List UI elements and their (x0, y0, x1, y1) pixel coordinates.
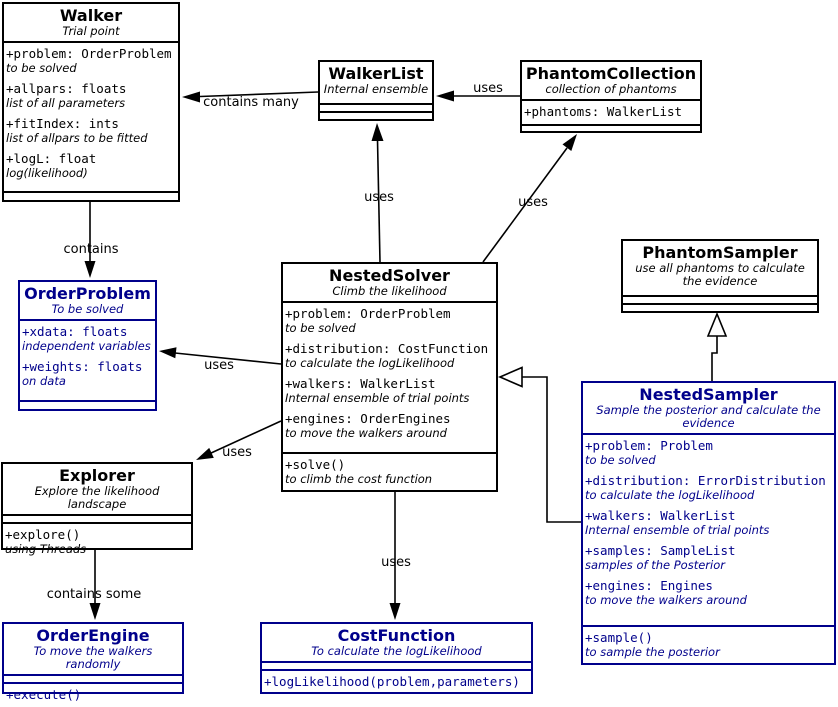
member-code: +walkers: WalkerList (285, 376, 436, 391)
class-empty-compartment (20, 400, 155, 409)
class-member (20, 357, 155, 389)
member-desc: samples of the Posterior (585, 558, 725, 572)
class-header (283, 264, 496, 301)
class-header (583, 383, 834, 433)
edge-nestedsolver-to-phantomcollection (483, 148, 567, 262)
class-header (320, 62, 432, 103)
class-member (4, 685, 182, 704)
member-desc: log(likelihood) (6, 166, 88, 180)
class-member (20, 322, 155, 354)
edge-label-uses-3: uses (518, 195, 548, 210)
edge-nestedsolver-to-explorer (210, 421, 281, 454)
class-member (583, 436, 834, 468)
class-attributes (4, 41, 178, 191)
class-subtitle: Internal ensemble (323, 82, 429, 96)
arrowhead-solid-icon (390, 603, 401, 620)
edge-label-uses-4: uses (204, 358, 234, 373)
class-attributes (522, 99, 700, 124)
class-methods (583, 625, 834, 663)
class-walker (2, 2, 180, 202)
class-empty-compartment (522, 124, 700, 132)
class-title: PhantomSampler (642, 243, 798, 262)
member-desc: to sample the posterior (585, 645, 720, 659)
member-desc: Internal ensemble of trial points (285, 391, 470, 405)
member-desc: on data (22, 374, 66, 388)
class-subtitle: Climb the likelihood (332, 284, 447, 298)
edge-nestedsolver-to-orderproblem (175, 353, 281, 364)
class-header (262, 624, 531, 661)
class-header (522, 62, 700, 99)
inheritance-triangle-icon (500, 368, 522, 387)
member-code: +xdata: floats (22, 324, 128, 339)
class-member (4, 79, 178, 111)
class-member (283, 455, 496, 487)
member-code: +explore() (5, 527, 81, 542)
class-empty-compartment (3, 514, 191, 522)
arrowhead-solid-icon (182, 92, 200, 103)
class-costfunction (260, 622, 533, 694)
class-member (283, 374, 496, 406)
class-orderengine (2, 622, 184, 702)
edge-nestedsampler-inherits-phantomsampler (712, 336, 717, 381)
class-title: Walker (59, 6, 123, 25)
member-code: +execute() (6, 687, 82, 702)
class-subtitle: To calculate the logLikelihood (311, 644, 482, 658)
arrowhead-solid-icon (196, 448, 214, 460)
class-nestedsampler (581, 381, 836, 665)
member-code: +walkers: WalkerList (585, 508, 736, 523)
class-explorer (1, 462, 193, 556)
member-code: +allpars: floats (6, 81, 127, 96)
class-empty-compartment (262, 661, 531, 669)
member-code: +weights: floats (22, 359, 143, 374)
class-title: PhantomCollection (525, 64, 697, 83)
class-nestedsolver (281, 262, 498, 492)
class-header (4, 4, 178, 41)
class-subtitle: To move the walkers randomly (33, 644, 153, 671)
class-attributes (283, 301, 496, 452)
class-orderproblem (18, 280, 157, 411)
class-title: WalkerList (328, 64, 424, 83)
member-code: +engines: Engines (585, 578, 713, 593)
member-desc: using Threads (5, 542, 87, 556)
class-methods (3, 522, 191, 560)
member-desc: to calculate the logLikelihood (585, 488, 755, 502)
class-member (583, 471, 834, 503)
class-empty-compartment (623, 295, 817, 303)
class-subtitle: To be solved (51, 302, 124, 316)
class-phantomsampler (621, 239, 819, 313)
member-desc: to be solved (6, 61, 77, 75)
class-member (583, 506, 834, 538)
class-member (3, 525, 191, 557)
member-desc: list of all parameters (6, 96, 126, 110)
class-member (583, 576, 834, 608)
arrowhead-solid-icon (90, 603, 101, 620)
arrowhead-solid-icon (159, 347, 177, 358)
class-methods (262, 669, 531, 694)
class-header (4, 624, 182, 674)
member-desc: to be solved (285, 321, 356, 335)
member-code: +engines: OrderEngines (285, 411, 451, 426)
class-member (283, 409, 496, 441)
class-title: OrderProblem (24, 284, 151, 303)
member-desc: to move the walkers around (285, 426, 447, 440)
member-desc: to climb the cost function (285, 472, 433, 486)
class-member (4, 44, 178, 76)
member-code: +logL: float (6, 151, 97, 166)
edge-walkerlist-to-walker (200, 92, 318, 97)
class-methods (4, 682, 182, 707)
class-title: Explorer (59, 466, 135, 485)
member-code: +logLikelihood(problem,parameters) (264, 674, 520, 689)
class-subtitle: Trial point (62, 24, 120, 38)
class-member (283, 304, 496, 336)
class-title: CostFunction (337, 626, 456, 645)
arrowhead-solid-icon (563, 134, 578, 151)
class-member (262, 672, 531, 691)
class-header (623, 241, 817, 295)
arrowhead-solid-icon (372, 123, 384, 141)
arrowhead-solid-icon (436, 91, 454, 102)
member-code: +problem: OrderProblem (285, 306, 451, 321)
arrowhead-solid-icon (85, 261, 96, 278)
edge-label-contains-some: contains some (46, 587, 142, 602)
class-attributes (583, 433, 834, 625)
member-code: +distribution: ErrorDistribution (585, 473, 826, 488)
edge-nestedsampler-inherits-nestedsolver (522, 377, 581, 522)
class-methods (283, 452, 496, 490)
member-code: +fitIndex: ints (6, 116, 119, 131)
member-code: +solve() (285, 457, 346, 472)
class-title: NestedSolver (329, 266, 450, 285)
class-title: NestedSampler (639, 385, 778, 404)
edge-label-uses-2: uses (364, 190, 394, 205)
inheritance-triangle-icon (708, 314, 726, 336)
class-phantomcollection (520, 60, 702, 133)
class-attributes (20, 319, 155, 400)
class-header (20, 282, 155, 319)
class-member (4, 149, 178, 181)
class-subtitle: Explore the likelihood landscape (34, 484, 160, 511)
class-member (583, 541, 834, 573)
class-empty-compartment (4, 191, 178, 200)
member-code: +problem: OrderProblem (6, 46, 172, 61)
member-code: +problem: Problem (585, 438, 713, 453)
class-member (4, 114, 178, 146)
edge-nestedsolver-to-walkerlist (378, 140, 381, 262)
class-title: OrderEngine (36, 626, 150, 645)
class-empty-compartment (320, 103, 432, 111)
member-desc: to be solved (585, 453, 656, 467)
class-empty-compartment (320, 111, 432, 119)
class-walkerlist (318, 60, 434, 121)
class-subtitle: collection of phantoms (545, 82, 677, 96)
member-code: +distribution: CostFunction (285, 341, 489, 356)
member-desc: Internal ensemble of trial points (585, 523, 770, 537)
class-subtitle: use all phantoms to calculate the evidence (635, 261, 805, 288)
edge-label-uses-1: uses (473, 81, 503, 96)
member-code: +sample() (585, 630, 653, 645)
edge-label-uses-5: uses (222, 445, 252, 460)
class-empty-compartment (623, 303, 817, 311)
class-empty-compartment (4, 674, 182, 682)
member-code: +phantoms: WalkerList (524, 104, 683, 119)
edge-label-uses-6: uses (381, 555, 411, 570)
class-subtitle: Sample the posterior and calculate the evidence (596, 403, 821, 430)
member-desc: to move the walkers around (585, 593, 747, 607)
edge-label-contains: contains (63, 242, 119, 257)
member-desc: to calculate the logLikelihood (285, 356, 455, 370)
member-code: +samples: SampleList (585, 543, 736, 558)
member-desc: independent variables (22, 339, 151, 353)
class-member (522, 102, 700, 121)
member-desc: list of allpars to be fitted (6, 131, 148, 145)
class-header (3, 464, 191, 514)
class-member (283, 339, 496, 371)
edge-label-contains-many: contains many (203, 95, 299, 110)
class-member (583, 628, 834, 660)
